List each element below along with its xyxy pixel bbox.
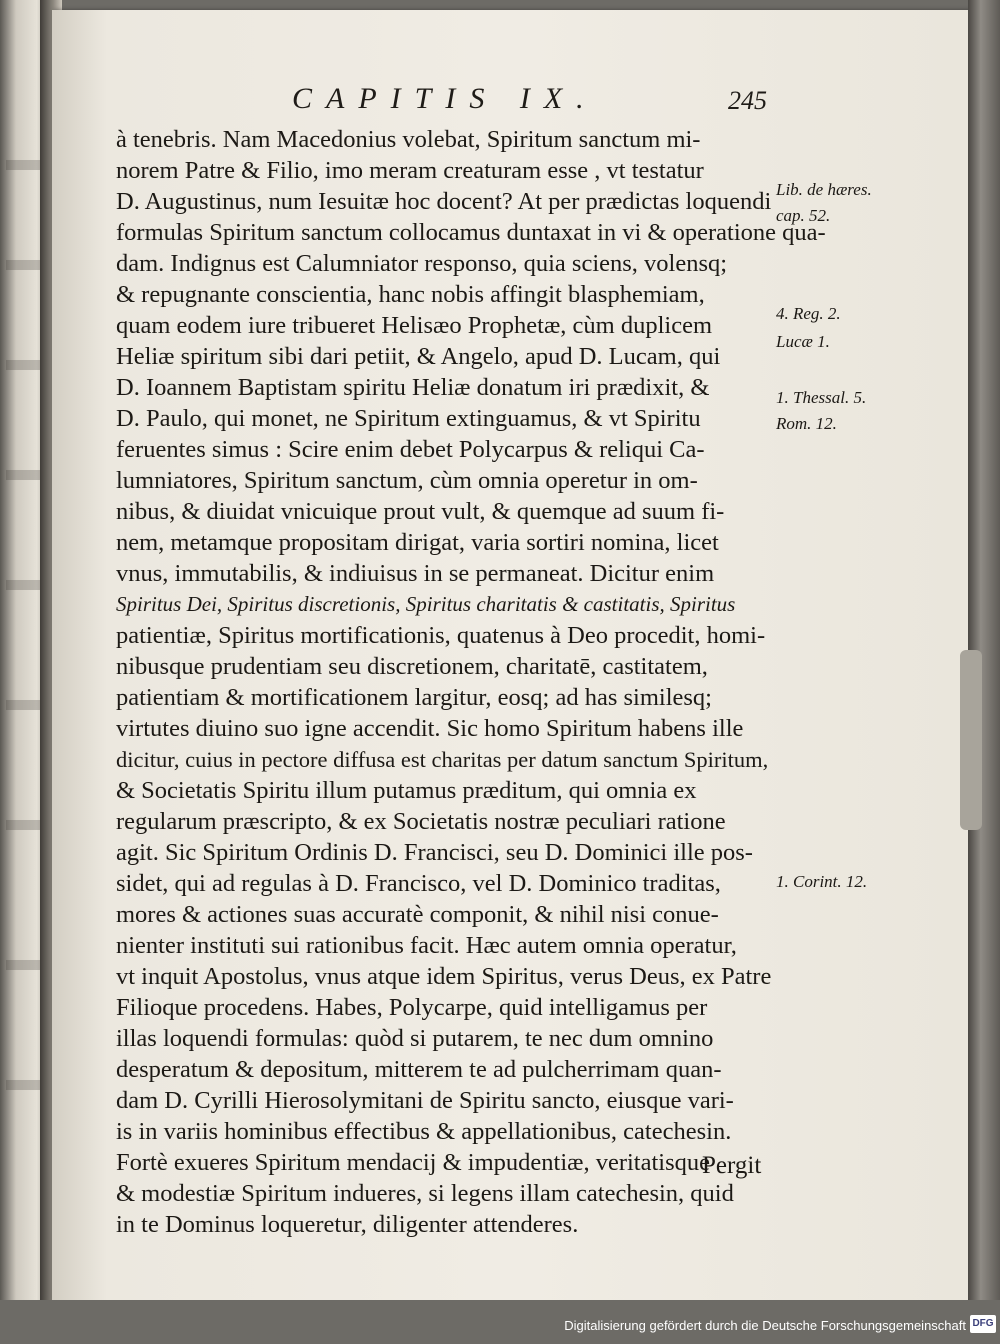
text-line: lumniatores, Spiritum sanctum, cùm omnia operetur in om- bbox=[116, 467, 698, 494]
bleed-through-line bbox=[6, 580, 40, 590]
text-line: patientiæ, Spiritus mortificationis, quatenus à Deo procedit, homi- bbox=[116, 622, 766, 649]
bleed-through-line bbox=[6, 160, 40, 170]
text-line: vnus, immutabilis, & indiuisus in se permaneat. Dicitur enim bbox=[116, 560, 715, 587]
margin-note: Lucæ 1. bbox=[776, 332, 830, 351]
bleed-through-line bbox=[6, 470, 40, 480]
text-line: Spiritus Dei, Spiritus discretionis, Spiritus charitatis & castitatis, Spiritus bbox=[116, 592, 736, 616]
text-line: nienter instituti sui rationibus facit. Hæc autem omnia operatur, bbox=[116, 932, 737, 959]
page-number: 245 bbox=[728, 86, 767, 115]
text-line: Fortè exueres Spiritum mendacij & impudentiæ, veritatisque bbox=[116, 1149, 711, 1176]
margin-note: 4. Reg. 2. bbox=[776, 304, 841, 323]
text-line: Heliæ spiritum sibi dari petiit, & Angelo, apud D. Lucam, qui bbox=[116, 343, 721, 370]
bleed-through-line bbox=[6, 960, 40, 970]
text-line: mores & actiones suas accuratè componit, & nihil nisi conue- bbox=[116, 901, 719, 928]
text-line: & repugnante conscientia, hanc nobis affingit blasphemiam, bbox=[116, 281, 705, 308]
text-line: formulas Spiritum sanctum collocamus duntaxat in vi & operatione qua- bbox=[116, 219, 826, 246]
text-line: vt inquit Apostolus, vnus atque idem Spiritus, verus Deus, ex Patre bbox=[116, 963, 772, 990]
text-line: à tenebris. Nam Macedonius volebat, Spiritum sanctum mi- bbox=[116, 126, 701, 153]
margin-note: 1. Thessal. 5. bbox=[776, 388, 867, 407]
bleed-through-line bbox=[6, 1080, 40, 1090]
text-line: dicitur, cuius in pectore diffusa est charitas per datum sanctum Spiritum, bbox=[116, 747, 769, 772]
text-line: virtutes diuino suo igne accendit. Sic homo Spiritum habens ille bbox=[116, 715, 744, 742]
bleed-through-line bbox=[6, 820, 40, 830]
catchword: Pergit bbox=[702, 1152, 762, 1179]
text-line: illas loquendi formulas: quòd si putarem, te nec dum omnino bbox=[116, 1025, 714, 1052]
text-line: desperatum & depositum, mitterem te ad pulcherrimam quan- bbox=[116, 1056, 722, 1083]
text-line: feruentes simus : Scire enim debet Polycarpus & reliqui Ca- bbox=[116, 436, 705, 463]
text-line: nibus, & diuidat vnicuique prout vult, & quemque ad suum fi- bbox=[116, 498, 725, 525]
text-line: Filioque procedens. Habes, Polycarpe, quid intelligamus per bbox=[116, 994, 708, 1021]
text-line: nem, metamque propositam dirigat, varia sortiri nomina, licet bbox=[116, 529, 719, 556]
text-line: agit. Sic Spiritum Ordinis D. Francisci, seu D. Dominici ille pos- bbox=[116, 839, 753, 866]
margin-note: Lib. de hæres. bbox=[776, 180, 872, 199]
margin-note: Rom. 12. bbox=[776, 414, 837, 433]
text-line: quam eodem iure tribueret Helisæo Prophetæ, cùm duplicem bbox=[116, 312, 713, 339]
text-line: regularum præscripto, & ex Societatis nostræ peculiari ratione bbox=[116, 808, 726, 835]
page-tab bbox=[960, 650, 982, 830]
text-line: nibusque prudentiam seu discretionem, charitatē, castitatem, bbox=[116, 653, 708, 680]
dfg-logo: DFG bbox=[970, 1315, 996, 1333]
text-line: patientiam & mortificationem largitur, eosq; ad has similesq; bbox=[116, 684, 712, 711]
bleed-through-line bbox=[6, 360, 40, 370]
text-line: dam D. Cyrilli Hierosolymitani de Spiritu sancto, eiusque vari- bbox=[116, 1087, 734, 1114]
bleed-through-line bbox=[6, 260, 40, 270]
text-line: dam. Indignus est Calumniator responso, quia sciens, volensq; bbox=[116, 250, 728, 277]
running-head: CAPITIS IX. bbox=[292, 82, 598, 115]
margin-note: cap. 52. bbox=[776, 206, 831, 225]
text-line: in te Dominus loqueretur, diligenter attenderes. bbox=[116, 1211, 579, 1238]
text-line: D. Paulo, qui monet, ne Spiritum extinguamus, & vt Spiritu bbox=[116, 405, 701, 432]
text-line: sidet, qui ad regulas à D. Francisco, vel D. Dominico traditas, bbox=[116, 870, 721, 897]
text-line: D. Ioannem Baptistam spiritu Heliæ donatum iri prædixit, & bbox=[116, 374, 710, 401]
text-line: & Societatis Spiritu illum putamus præditum, qui omnia ex bbox=[116, 777, 697, 804]
bleed-through-line bbox=[6, 700, 40, 710]
margin-note: 1. Corint. 12. bbox=[776, 872, 868, 891]
text-line: D. Augustinus, num Iesuitæ hoc docent? At per prædictas loquendi bbox=[116, 188, 772, 215]
text-line: norem Patre & Filio, imo meram creaturam esse , vt testatur bbox=[116, 157, 704, 184]
funding-credit: Digitalisierung gefördert durch die Deutsche Forschungsgemeinschaft bbox=[564, 1318, 966, 1333]
text-line: is in variis hominibus effectibus & appellationibus, catechesin. bbox=[116, 1118, 732, 1145]
text-line: & modestiæ Spiritum indueres, si legens illam catechesin, quid bbox=[116, 1180, 734, 1207]
